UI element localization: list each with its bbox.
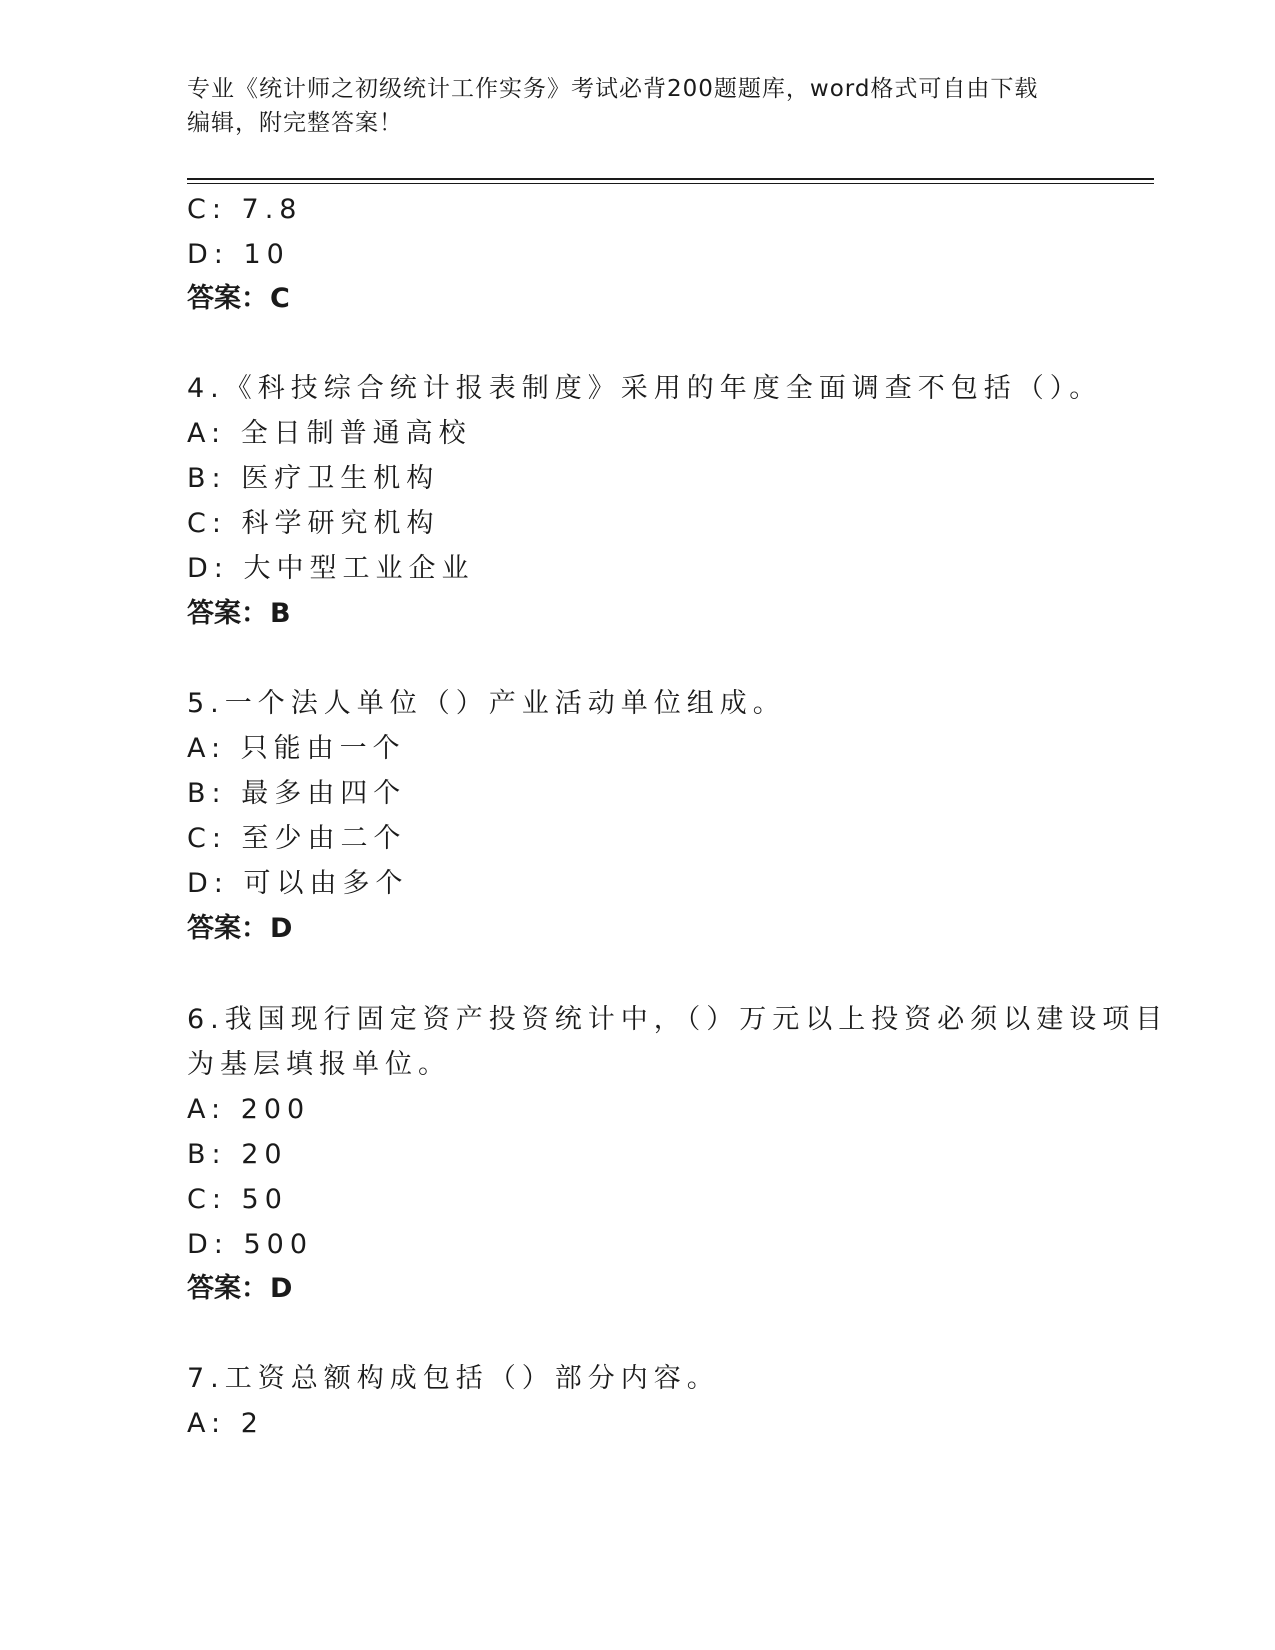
answer-value: D: [270, 1273, 293, 1304]
option-label: B:: [187, 1139, 227, 1170]
option-label: C:: [187, 1184, 227, 1215]
option-label: D:: [187, 239, 229, 270]
answer-label: 答案：: [187, 283, 268, 314]
answer-label: 答案：: [187, 913, 268, 944]
question-4-stem: 4.《科技综合统计报表制度》采用的年度全面调查不包括（）。: [187, 373, 1103, 404]
option-text: 全日制普通高校: [240, 418, 472, 449]
option-text: 可以由多个: [243, 868, 409, 899]
option-label: D:: [187, 868, 229, 899]
option-text: 500: [243, 1229, 314, 1260]
question-5-option-b: [187, 774, 406, 814]
option-text: 医疗卫生机构: [241, 463, 440, 494]
question-6-option-b: [187, 1135, 288, 1175]
prev-answer: [187, 279, 290, 319]
answer-label: 答案：: [187, 598, 268, 629]
question-7-option-a: [187, 1404, 264, 1444]
option-label: C:: [187, 823, 227, 854]
question-4-option-a: [187, 414, 472, 454]
option-text: 200: [240, 1094, 311, 1125]
answer-value: C: [270, 283, 290, 314]
question-5-answer: [187, 909, 292, 949]
prev-option-d: [187, 235, 290, 275]
question-5-option-c: [187, 819, 407, 859]
option-label: A:: [187, 418, 227, 449]
option-label: A:: [187, 1408, 227, 1439]
question-6-option-a: [187, 1090, 310, 1130]
question-4-answer: [187, 594, 291, 634]
option-text: 10: [243, 239, 290, 270]
question-4-option-c: [187, 504, 440, 544]
option-label: B:: [187, 778, 227, 809]
question-4-option-d: [187, 549, 474, 589]
option-text: 只能由一个: [240, 733, 406, 764]
header-line-1: 专业《统计师之初级统计工作实务》考试必背200题题库，word格式可自由下载: [187, 76, 1039, 102]
option-label: B:: [187, 463, 227, 494]
answer-value: B: [270, 598, 291, 629]
option-text: 大中型工业企业: [243, 553, 475, 584]
question-6-stem-line-2: 为基层填报单位。: [187, 1049, 451, 1080]
option-text: 50: [241, 1184, 288, 1215]
answer-label: 答案：: [187, 1273, 268, 1304]
option-label: D:: [187, 553, 229, 584]
header-divider-thick: [187, 178, 1154, 180]
option-text: 至少由二个: [241, 823, 407, 854]
header-divider-thin: [187, 183, 1154, 184]
option-text: 科学研究机构: [241, 508, 440, 539]
question-6-option-c: [187, 1180, 288, 1220]
question-5-stem: 5.一个法人单位（）产业活动单位组成。: [187, 688, 786, 719]
question-4-option-b: [187, 459, 439, 499]
header-line-2: 编辑，附完整答案！: [187, 110, 403, 136]
question-5-option-d: [187, 864, 408, 904]
option-label: A:: [187, 733, 227, 764]
question-6-stem-line-1: 6.我国现行固定资产投资统计中，（）万元以上投资必须以建设项目: [187, 1004, 1169, 1035]
option-text: 7.8: [241, 194, 303, 225]
question-6-option-d: [187, 1225, 313, 1265]
option-text: 最多由四个: [241, 778, 407, 809]
option-label: D:: [187, 1229, 229, 1260]
document-header: [187, 72, 1087, 140]
question-5-option-a: [187, 729, 406, 769]
question-6-answer: [187, 1269, 292, 1309]
answer-value: D: [270, 913, 293, 944]
option-text: 20: [241, 1139, 288, 1170]
option-text: 2: [240, 1408, 264, 1439]
prev-option-c: [187, 190, 303, 230]
option-label: C:: [187, 508, 227, 539]
option-label: C:: [187, 194, 227, 225]
option-label: A:: [187, 1094, 227, 1125]
question-7-stem: 7.工资总额构成包括（）部分内容。: [187, 1363, 720, 1394]
